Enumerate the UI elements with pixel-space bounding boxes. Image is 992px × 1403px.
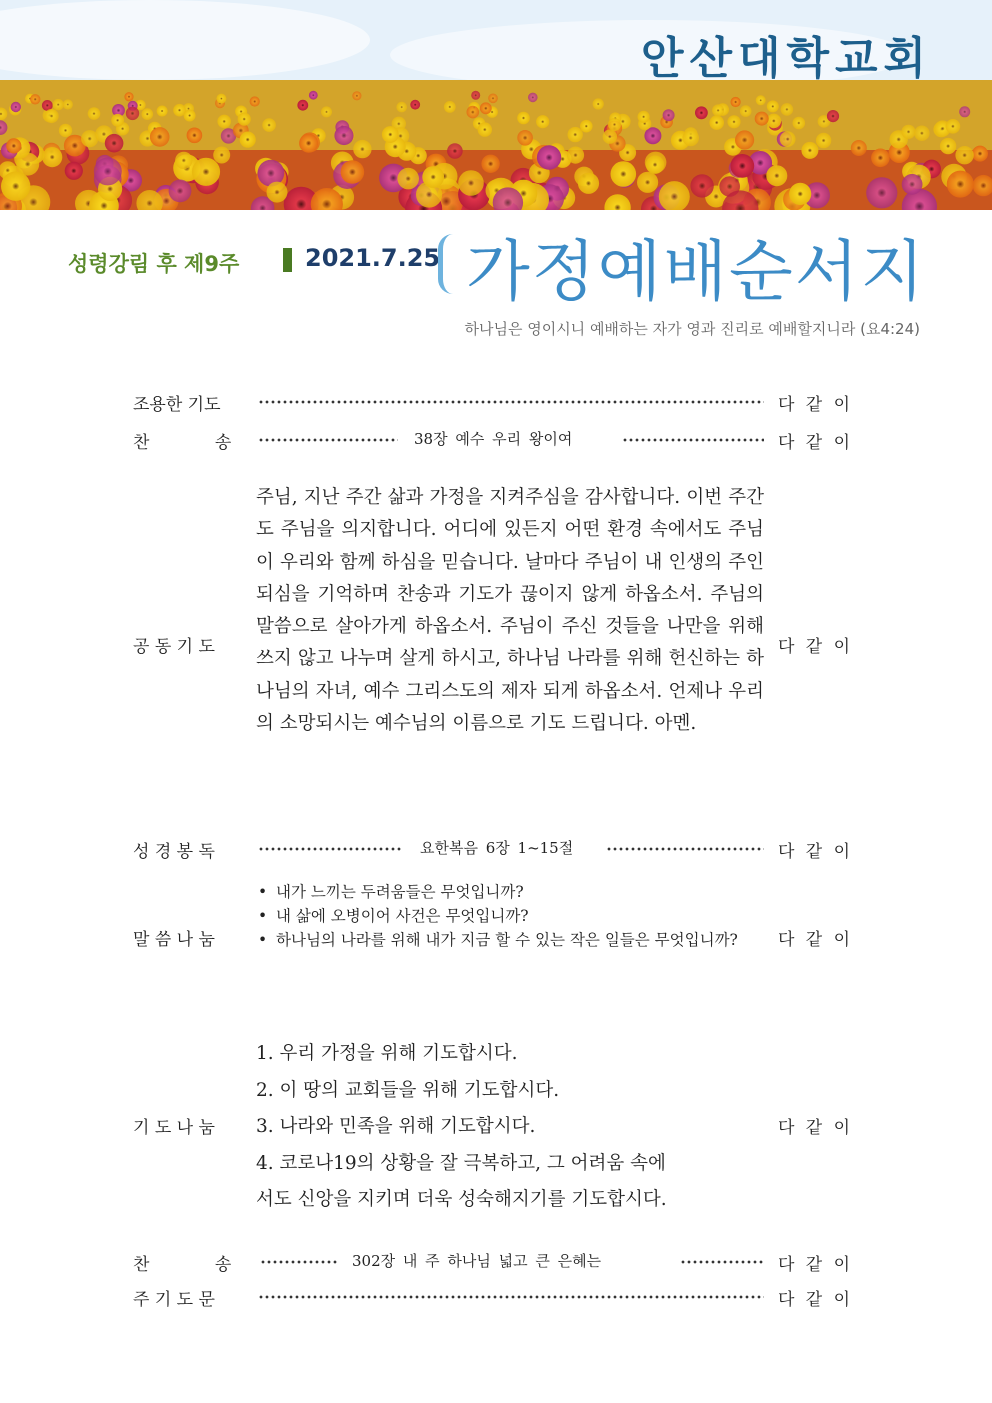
church-name: 안산대학교회 — [640, 33, 932, 84]
leader-dots — [680, 1260, 764, 1264]
common-prayer-text: 주님, 지난 주간 삶과 가정을 지켜주심을 감사합니다. 이번 주간도 주님을 의지합니다. 어디에 있든지 어떤 환경 속에서도 주님이 우리와 함께 하심을 믿습니다. 날마다 주님이 내 인생의 주인 되심을 기억하며 찬송과 기도가 끊이지 않게 하옵소서. 주님의 말씀으로 살아가게 하옵소서. 주님이 주신 것들을 나만을 위해 쓰지 않고 나누며 살게 하시고, 하나님 나라를 위해 헌신하는 하나님의 자녀, 예수 그리스도의 제자 되게 하옵소서. 언제나 우리의 소망되시는 예수님의 이름으로 기도 드립니다. 아멘. — [256, 487, 764, 735]
participant: 다 같 이 — [778, 842, 850, 862]
list-item: • 하나님의 나라를 위해 내가 지금 할 수 있는 작은 일들은 무엇입니까? — [258, 928, 764, 952]
participant: 다 같 이 — [778, 395, 850, 415]
list-item: 3. 나라와 민족을 위해 기도합시다. — [256, 1116, 536, 1137]
prayer-topics — [256, 1036, 764, 1219]
participant: 다 같 이 — [778, 1118, 850, 1138]
leader-dots — [258, 438, 398, 442]
list-item: • 내가 느끼는 두려움들은 무엇입니까? — [258, 880, 764, 904]
sharing-questions — [258, 880, 764, 952]
page-title: 가정예배순서지 — [466, 233, 927, 310]
title-decoration — [438, 234, 453, 294]
worship-date: 2021.7.25 — [305, 244, 441, 272]
label-text: 찬 송 — [133, 1255, 232, 1275]
order-label-closing-hymn — [133, 1250, 241, 1275]
label-text: 말 씀 나 눔 — [133, 930, 215, 950]
label-text: 성 경 봉 독 — [133, 842, 215, 862]
participant: 다 같 이 — [778, 433, 850, 453]
list-item: 서도 신앙을 지키며 더욱 성숙해지기를 기도합시다. — [256, 1189, 667, 1210]
label-text: 기 도 나 눔 — [133, 1118, 215, 1138]
label-text: 주 기 도 문 — [133, 1290, 215, 1310]
participant: 다 같 이 — [778, 637, 850, 657]
bullet-icon: • — [258, 907, 268, 925]
label-text: 찬 송 — [133, 433, 232, 453]
list-item: 1. 우리 가정을 위해 기도합시다. — [256, 1043, 518, 1064]
label-text: 조용한 기도 — [133, 395, 221, 415]
flower-banner-image — [0, 0, 992, 210]
separator-bar — [283, 248, 292, 272]
leader-dots — [258, 1295, 764, 1299]
order-label-silent-prayer — [133, 390, 241, 415]
hymn-title: 302장 내 주 하나님 넓고 큰 은혜는 — [352, 1252, 602, 1270]
order-label-common-prayer — [133, 632, 241, 657]
order-label-prayer-sharing — [133, 1113, 241, 1138]
list-item: 2. 이 땅의 교회들을 위해 기도합시다. — [256, 1079, 560, 1101]
leader-dots — [606, 847, 764, 851]
scripture-verse: 하나님은 영이시니 예배하는 자가 영과 진리로 예배할지니라 (요4:24) — [464, 320, 920, 338]
order-label-word-sharing — [133, 925, 241, 950]
participant: 다 같 이 — [778, 930, 850, 950]
liturgical-season: 성령강림 후 제9주 — [68, 252, 240, 276]
order-label-hymn — [133, 428, 241, 453]
bullet-icon: • — [258, 931, 268, 949]
scripture-reference: 요한복음 6장 1~15절 — [420, 839, 574, 857]
list-item: • 내 삶에 오병이어 사건은 무엇입니까? — [258, 904, 764, 928]
leader-dots — [258, 847, 402, 851]
hymn-title: 38장 예수 우리 왕이여 — [414, 430, 573, 448]
participant: 다 같 이 — [778, 1255, 850, 1275]
order-label-lords-prayer — [133, 1285, 241, 1310]
leader-dots — [622, 438, 764, 442]
bullet-icon: • — [258, 883, 268, 901]
participant: 다 같 이 — [778, 1290, 850, 1310]
leader-dots — [258, 400, 764, 404]
list-item: 4. 코로나19의 상황을 잘 극복하고, 그 어려움 속에 — [256, 1152, 666, 1174]
leader-dots — [260, 1260, 338, 1264]
order-label-scripture-reading — [133, 837, 241, 862]
label-text: 공 동 기 도 — [133, 637, 215, 657]
